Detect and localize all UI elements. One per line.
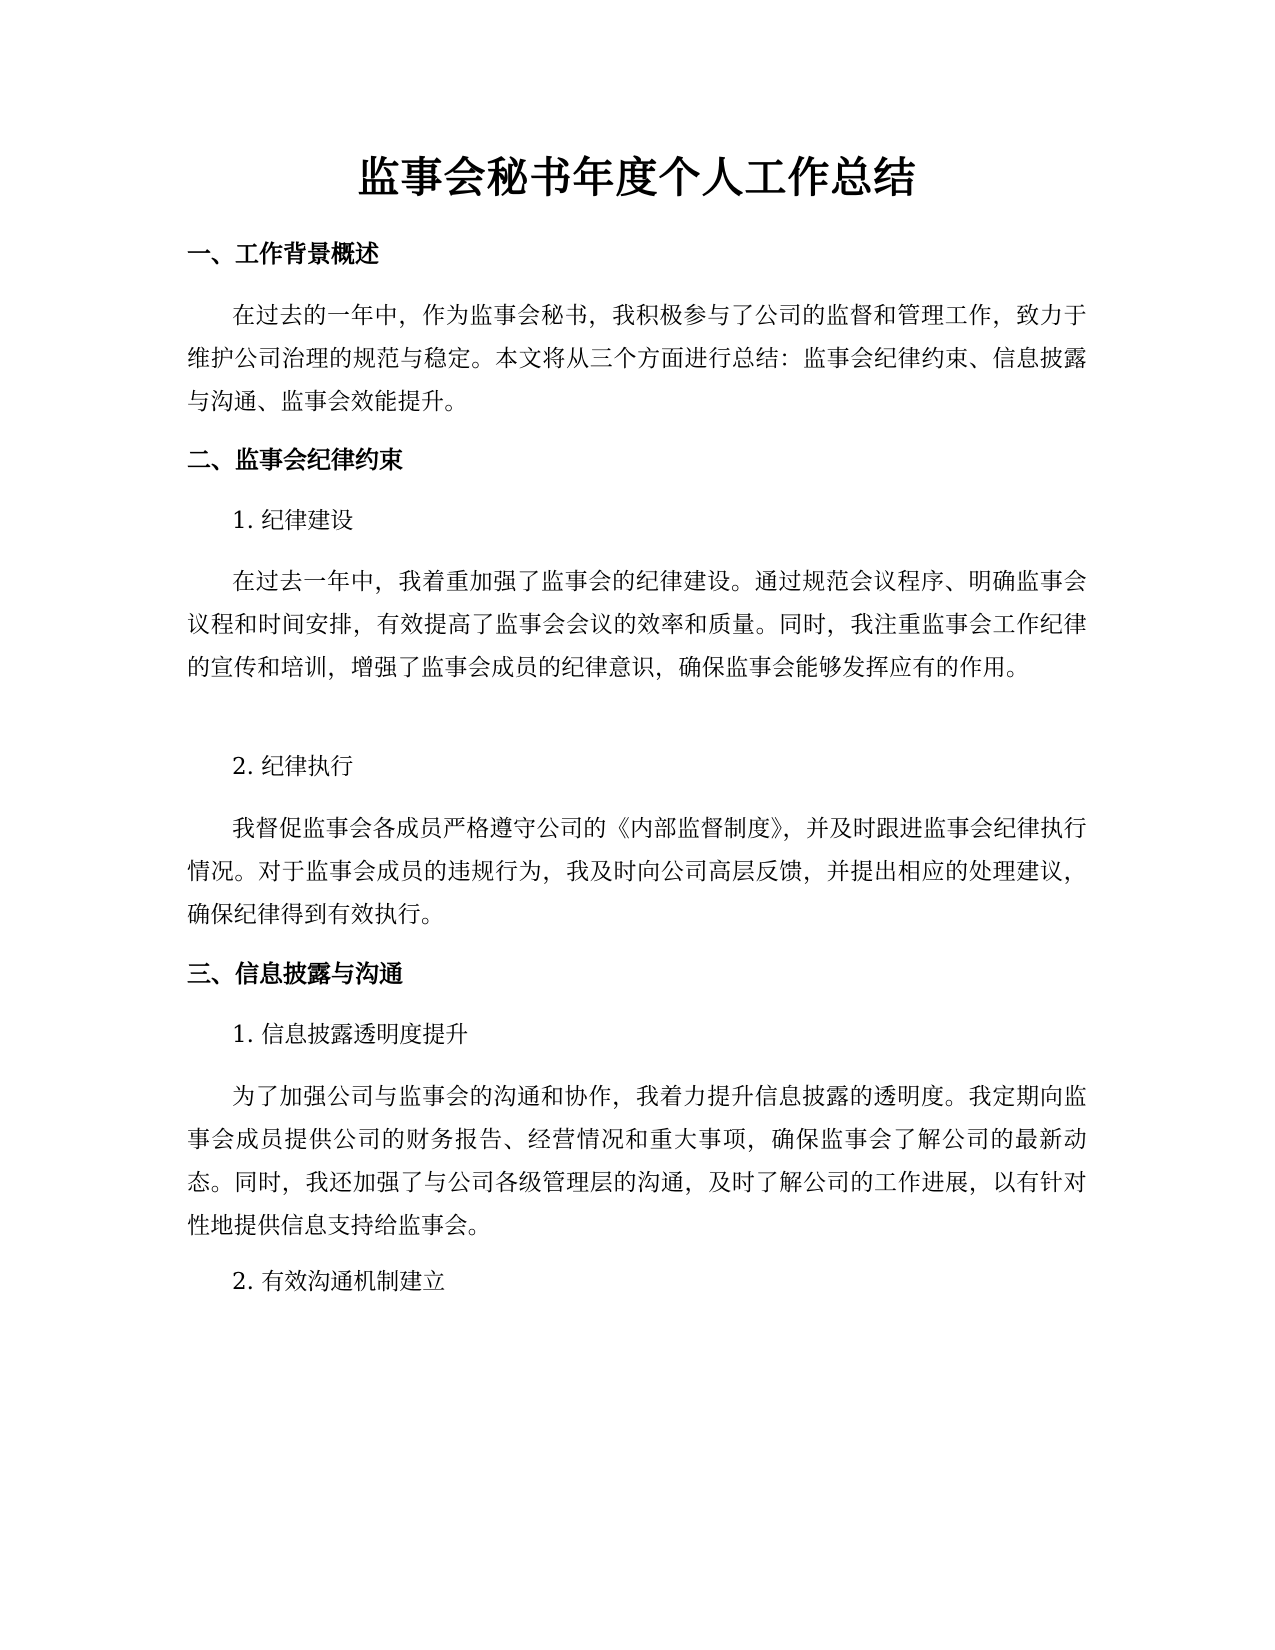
subitem-discipline-building: 1. 纪律建设 [232, 508, 354, 534]
page-title: 监事会秘书年度个人工作总结 [357, 153, 917, 202]
paragraph-background: 在过去的一年中，作为监事会秘书，我积极参与了公司的监督和管理工作，致力于维护公司治理的规范与稳定。本文将从三个方面进行总结：监事会纪律约束、信息披露与沟通、监事会效能提升。 [187, 303, 1087, 415]
subitem-communication-mechanism: 2. 有效沟通机制建立 [232, 1269, 446, 1295]
paragraph-disclosure-transparency: 为了加强公司与监事会的沟通和协作，我着力提升信息披露的透明度。我定期向监事会成员提供公司的财务报告、经营情况和重大事项，确保监事会了解公司的最新动态。同时，我还加强了与公司各级管理层的沟通，及时了解公司的工作进展，以有针对性地提供信息支持给监事会。 [187, 1084, 1087, 1239]
section-heading-disclosure: 三、信息披露与沟通 [187, 960, 403, 988]
subitem-disclosure-transparency: 1. 信息披露透明度提升 [232, 1022, 469, 1048]
paragraph-discipline-execution: 我督促监事会各成员严格遵守公司的《内部监督制度》，并及时跟进监事会纪律执行情况。对于监事会成员的违规行为，我及时向公司高层反馈，并提出相应的处理建议，确保纪律得到有效执行。 [187, 816, 1087, 928]
subitem-discipline-execution: 2. 纪律执行 [232, 754, 354, 780]
section-heading-background: 一、工作背景概述 [187, 240, 379, 268]
paragraph-discipline-building: 在过去一年中，我着重加强了监事会的纪律建设。通过规范会议程序、明确监事会议程和时间安排，有效提高了监事会会议的效率和质量。同时，我注重监事会工作纪律的宣传和培训，增强了监事会成员的纪律意识，确保监事会能够发挥应有的作用。 [187, 569, 1087, 681]
section-heading-discipline: 二、监事会纪律约束 [187, 446, 403, 474]
